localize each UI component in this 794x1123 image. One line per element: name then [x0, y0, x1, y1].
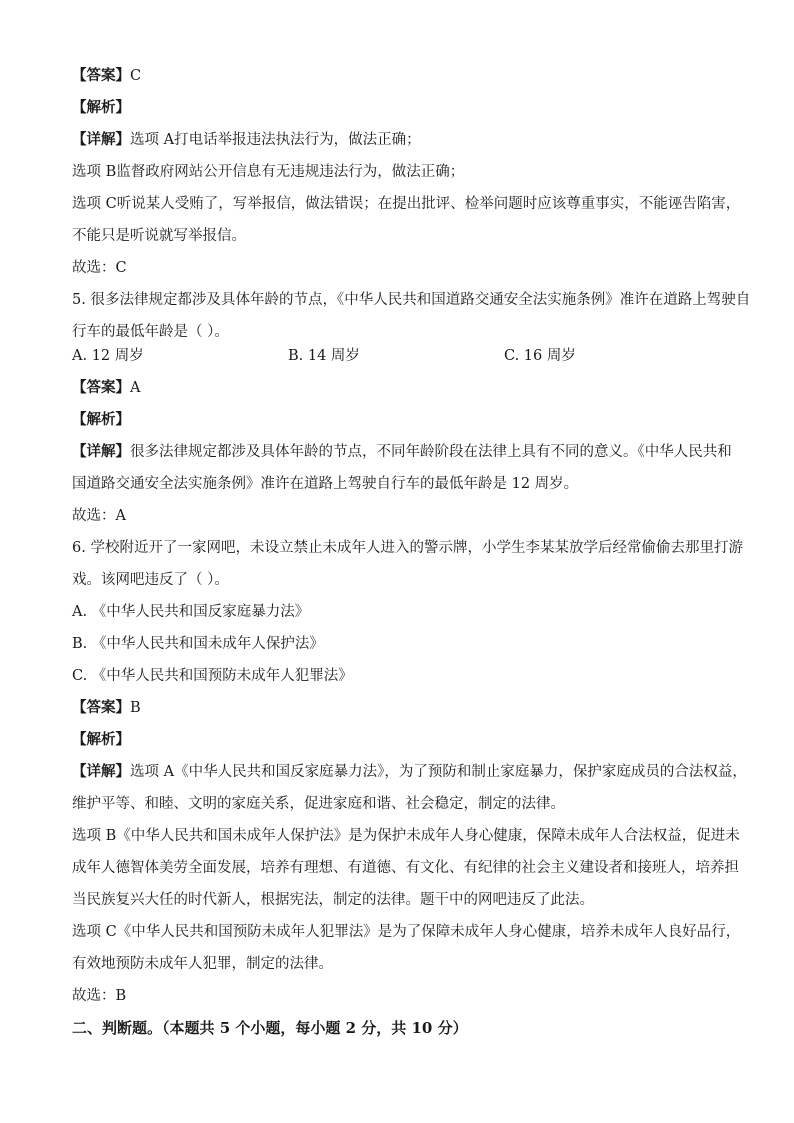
q6-detail-line-7: 有效地预防未成年人犯罪，制定的法律。 [72, 956, 333, 972]
q5-stem-line-2: 行车的最低年龄是（ ）。 [72, 324, 229, 340]
q5-option-b: B. 14 周岁 [288, 348, 360, 364]
q4-conclusion: 故选：C [72, 260, 127, 276]
q6-answer-line [72, 698, 722, 718]
q6-conclusion: 故选：B [72, 988, 127, 1004]
q5-option-c: C. 16 周岁 [504, 348, 576, 364]
q6-analysis-tag: 【解析】 [72, 731, 130, 748]
q5-detail-line-1: 【详解】很多法律规定都涉及具体年龄的节点，不同年龄阶段在法律上具有不同的意义。《中华人民共和 [72, 443, 732, 460]
q6-detail-line-6: 选项 C《中华人民共和国预防未成年人犯罪法》是为了保障未成年人身心健康，培养未成年人良好品行， [72, 924, 741, 940]
q5-option-a: A. 12 周岁 [72, 348, 144, 364]
answer-value: B [130, 700, 141, 716]
detail-tag: 【详解】 [72, 763, 130, 780]
q6-stem-line-1: 6. 学校附近开了一家网吧，未设立禁止未成年人进入的警示牌，小学生李某某放学后经常偷偷去那里打游 [72, 540, 743, 556]
q4-detail-line-2: 选项 B监督政府网站公开信息有无违规违法行为，做法正确； [72, 164, 465, 180]
q5-analysis-tag: 【解析】 [72, 411, 130, 428]
section-2-title: 二、判断题。（本题共 5 个小题，每小题 2 分，共 10 分） [72, 1019, 468, 1037]
q6-detail-line-4: 成年人德智体美劳全面发展，培养有理想、有道德、有文化、有纪律的社会主义建设者和接班人，培养担 [72, 860, 739, 876]
q4-detail-line-3: 选项 C听说某人受贿了，写举报信，做法错误；在提出批评、检举问题时应该尊重事实，不能诬告陷害， [72, 196, 741, 212]
detail-tag: 【详解】 [72, 131, 130, 148]
answer-value: C [130, 68, 142, 84]
q4-analysis-tag: 【解析】 [72, 99, 130, 116]
q5-conclusion: 故选：A [72, 508, 126, 524]
q4-detail-line-4: 不能只是听说就写举报信。 [72, 228, 246, 244]
q4-answer-line [72, 66, 722, 86]
q5-answer-line [72, 378, 722, 398]
q6-option-b: B. 《中华人民共和国未成年人保护法》 [72, 636, 324, 652]
q5-stem-line-1: 5. 很多法律规定都涉及具体年龄的节点，《中华人民共和国道路交通安全法实施条例》准许在道路上驾驶自 [72, 292, 751, 308]
detail-tag: 【详解】 [72, 443, 130, 460]
answer-tag: 【答案】 [72, 67, 130, 84]
q6-detail-line-3: 选项 B《中华人民共和国未成年人保护法》是为保护未成年人身心健康，保障未成年人合法权益，促进未 [72, 828, 740, 844]
answer-value: A [130, 380, 141, 396]
q6-option-a: A. 《中华人民共和国反家庭暴力法》 [72, 604, 310, 620]
answer-tag: 【答案】 [72, 699, 130, 716]
q4-detail-line-1: 【详解】选项 A打电话举报违法执法行为，做法正确； [72, 131, 421, 148]
answer-tag: 【答案】 [72, 379, 130, 396]
q6-stem-line-2: 戏。该网吧违反了（ ）。 [72, 572, 229, 588]
q6-detail-line-2: 维护平等、和睦、文明的家庭关系，促进家庭和谐、社会稳定，制定的法律。 [72, 796, 565, 812]
q6-detail-line-1: 【详解】选项 A《中华人民共和国反家庭暴力法》，为了预防和制止家庭暴力，保护家庭成员的合法权益， [72, 763, 747, 780]
q5-detail-line-2: 国道路交通安全法实施条例》准许在道路上驾驶自行车的最低年龄是 12 周岁。 [72, 476, 579, 492]
q6-detail-line-5: 当民族复兴大任的时代新人，根据宪法，制定的法律。题干中的网吧违反了此法。 [72, 892, 594, 908]
q6-option-c: C. 《中华人民共和国预防未成年人犯罪法》 [72, 668, 353, 684]
